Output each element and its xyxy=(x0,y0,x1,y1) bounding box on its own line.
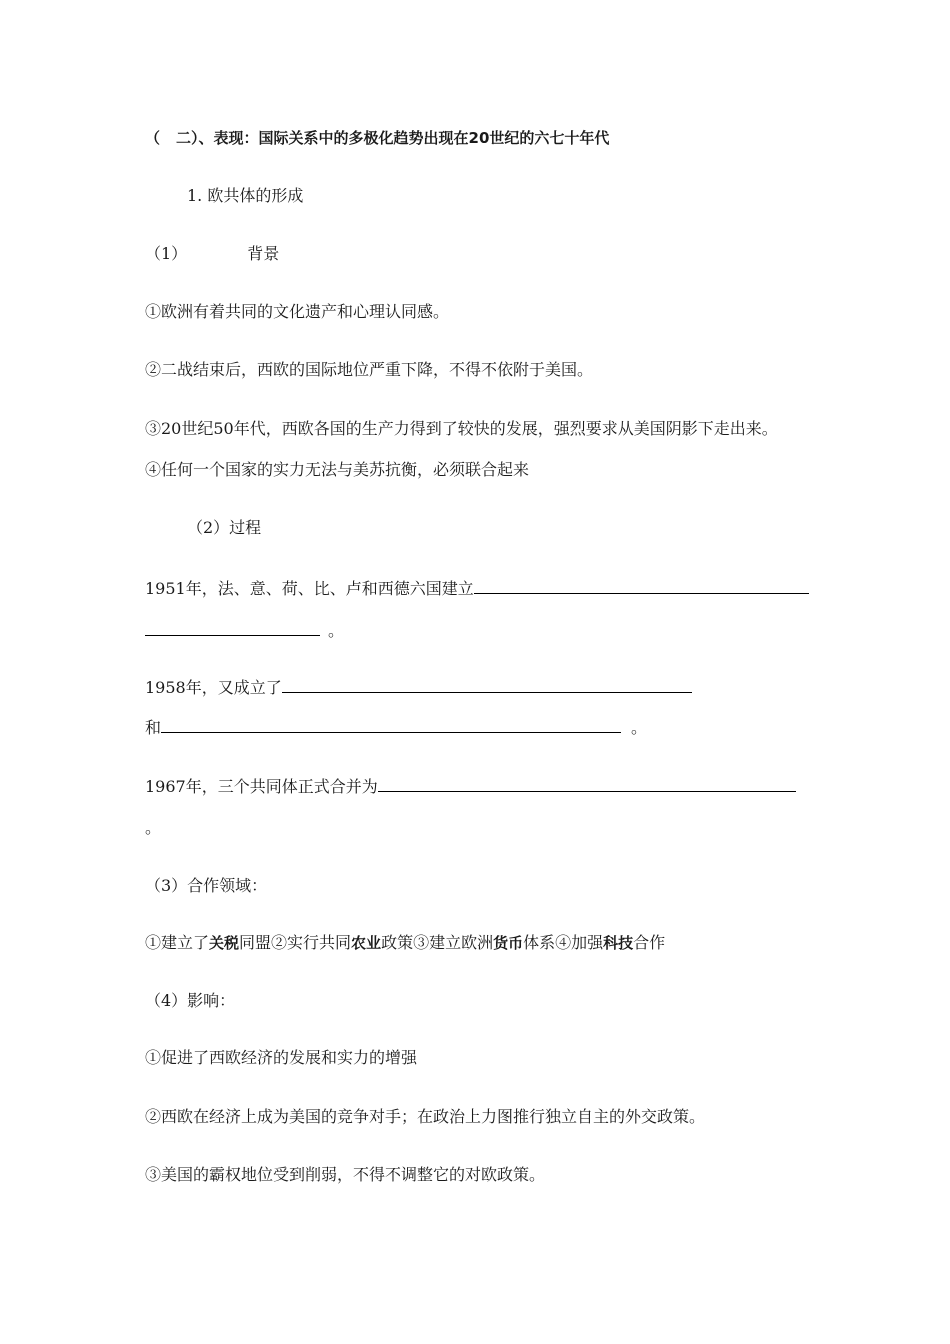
period-mark: 。 xyxy=(631,718,648,737)
fill-blank-1951-cont[interactable] xyxy=(145,619,320,636)
process-heading: （2）过程 xyxy=(187,518,262,537)
coop-seg-4: 政策③建立欧洲 xyxy=(381,933,494,952)
coop-keyword-currency: 货币 xyxy=(493,934,524,952)
background-item-3: ③20世纪50年代，西欧各国的生产力得到了较快的发展，强烈要求从美国阴影下走出来。 xyxy=(145,419,778,438)
coop-seg-8: 合作 xyxy=(633,933,666,952)
background-item-4: ④任何一个国家的实力无法与美苏抗衡，必须联合起来 xyxy=(145,460,530,479)
background-item-1: ①欧洲有着共同的文化遗产和心理认同感。 xyxy=(145,302,450,321)
coop-keyword-technology: 科技 xyxy=(603,934,634,952)
fill-blank-1951[interactable] xyxy=(474,577,809,594)
and-text: 和 xyxy=(145,718,162,737)
coop-keyword-agriculture: 农业 xyxy=(351,934,382,952)
impact-item-1: ①促进了西欧经济的发展和实力的增强 xyxy=(145,1048,418,1067)
process-1958-text: 1958年，又成立了 xyxy=(145,678,282,697)
impact-item-3: ③美国的霸权地位受到削弱，不得不调整它的对欧政策。 xyxy=(145,1165,546,1184)
fill-blank-1958-a[interactable] xyxy=(282,676,692,693)
process-1958-and xyxy=(145,716,647,739)
heading-open-paren: （ xyxy=(145,129,161,147)
background-title: 背景 xyxy=(247,244,280,263)
process-1967-period: 。 xyxy=(145,818,162,837)
coop-seg-2: 同盟②实行共同 xyxy=(239,933,352,952)
impact-heading: （4）影响： xyxy=(145,991,236,1010)
fill-blank-1958-b[interactable] xyxy=(161,716,621,733)
period-mark: 。 xyxy=(328,621,345,640)
coop-seg-0: ①建立了 xyxy=(145,933,210,952)
fill-blank-1967[interactable] xyxy=(378,775,796,792)
process-1951 xyxy=(145,577,809,600)
impact-item-2: ②西欧在经济上成为美国的竞争对手；在政治上力图推行独立自主的外交政策。 xyxy=(145,1107,706,1126)
coop-seg-6: 体系④加强 xyxy=(523,933,604,952)
process-1967 xyxy=(145,775,796,798)
subsection-title: 1. 欧共体的形成 xyxy=(187,186,304,205)
process-1958 xyxy=(145,676,692,699)
process-1951-text: 1951年，法、意、荷、比、卢和西德六国建立 xyxy=(145,579,474,598)
cooperation-areas xyxy=(145,932,665,954)
background-item-2: ②二战结束后，西欧的国际地位严重下降，不得不依附于美国。 xyxy=(145,360,594,379)
coop-keyword-tariff: 关税 xyxy=(209,934,240,952)
background-label: （1） xyxy=(145,244,188,263)
process-1951-continued xyxy=(145,619,344,642)
background-heading xyxy=(145,243,279,265)
process-1967-text: 1967年，三个共同体正式合并为 xyxy=(145,777,378,796)
cooperation-heading: （3）合作领域： xyxy=(145,876,268,895)
heading-text: 二）、表现：国际关系中的多极化趋势出现在20世纪的六七十年代 xyxy=(176,129,610,147)
section-heading xyxy=(145,127,609,149)
